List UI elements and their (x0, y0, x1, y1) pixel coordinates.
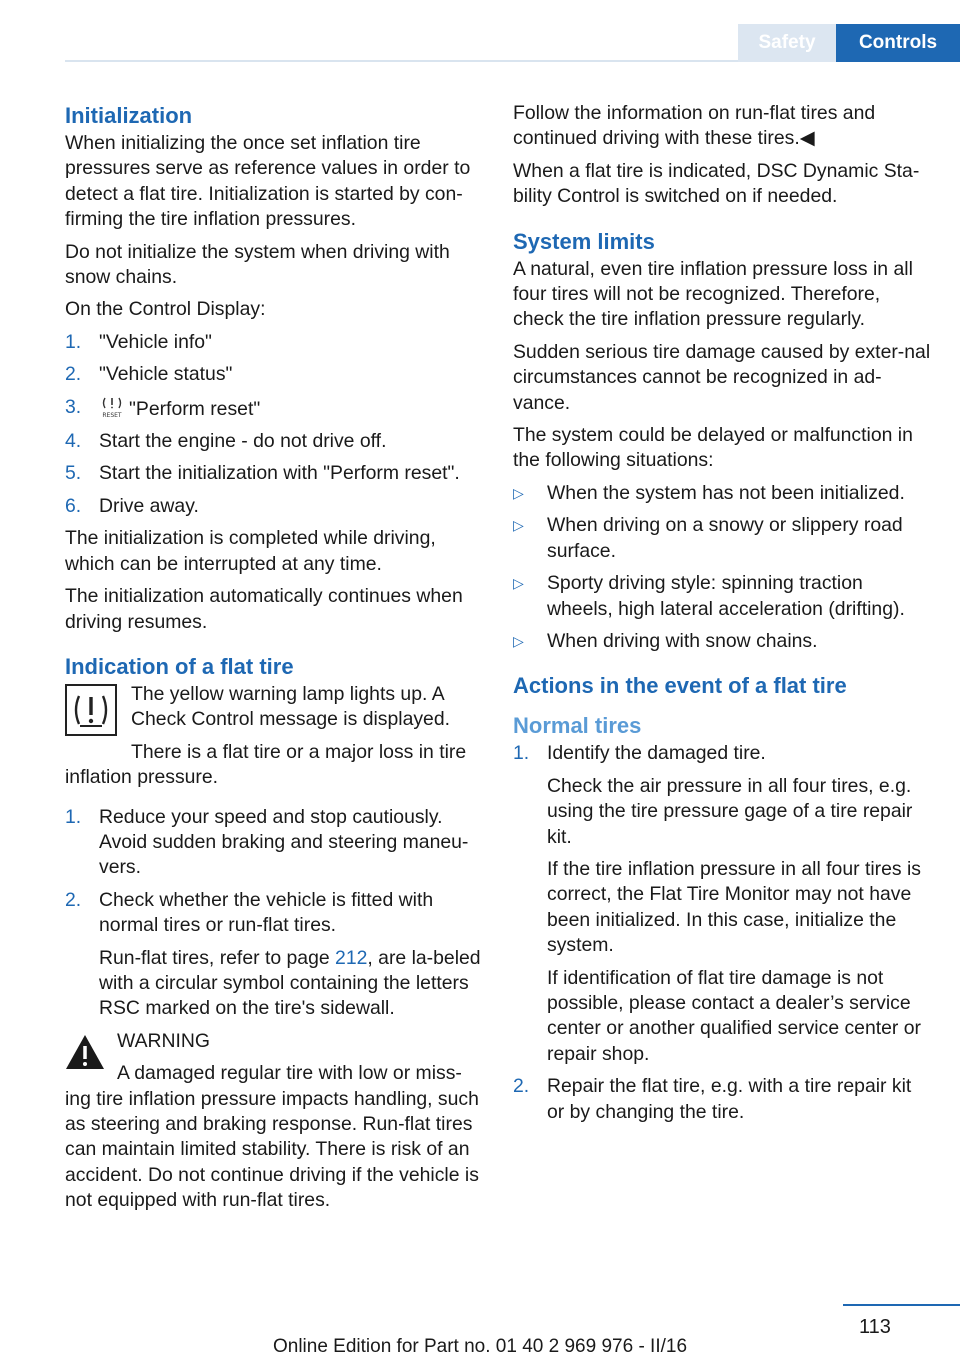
list-item (65, 461, 485, 486)
normal-tires-heading: Normal tires (513, 713, 642, 739)
step-number: 3. (65, 395, 82, 418)
triangle-bullet-icon: ▷ (513, 632, 524, 649)
paragraph: The initialization is completed while driving, which can be interrupted at any time. (65, 527, 436, 575)
normal-tires-steps (513, 741, 931, 1125)
list-item (65, 429, 485, 454)
paragraph: If the tire inflation pressure in all four tires is correct, the Flat Tire Monitor may not have been initialized. In this case, initialize the system. (547, 857, 921, 957)
list-item (65, 888, 485, 1022)
paragraph-text: , are la-beled with a circular symbol containing the letters RSC marked on the tire's sidewall. (99, 946, 481, 1020)
warning-label: WARNING (117, 1029, 210, 1052)
step-text: Drive away. (99, 494, 199, 517)
step-text: "Perform reset" (129, 397, 261, 420)
list-item (65, 362, 485, 387)
paragraph (65, 740, 485, 791)
bullet-text: When driving on a snowy or slippery road surface. (547, 514, 903, 562)
paragraph: Sudden serious tire damage caused by exter-nal circumstances cannot be recognized in ad-vance. (513, 340, 931, 414)
step-number: 2. (65, 888, 82, 911)
step-text: "Vehicle info" (99, 330, 212, 353)
triangle-bullet-icon: ▷ (513, 575, 524, 592)
list-item (513, 741, 931, 1067)
step-number: 1. (65, 330, 82, 353)
step-number: 4. (65, 430, 82, 453)
edition-footer: Online Edition for Part no. 01 40 2 969 976 - II/16 (272, 1336, 688, 1357)
triangle-bullet-icon: ▷ (513, 517, 524, 534)
list-item (513, 481, 931, 506)
step-number: 5. (65, 462, 82, 485)
right-column (513, 101, 931, 1132)
list-item (513, 1074, 931, 1125)
bullet-text: When the system has not been initialized. (547, 481, 905, 504)
step-text: "Vehicle status" (99, 363, 233, 386)
paragraph: The yellow warning lamp lights up. A Check Control message is displayed. (131, 682, 451, 731)
actions-heading: Actions in the event of a flat tire (513, 673, 847, 699)
paragraph: The initialization automatically continues when driving resumes. (65, 585, 463, 633)
flat-tire-heading: Indication of a flat tire (65, 653, 294, 679)
paragraph: On the Control Display: (65, 298, 266, 321)
paragraph: When a flat tire is indicated, DSC Dynamic Sta-bility Control is switched on if needed. (513, 159, 920, 208)
list-item (65, 494, 485, 519)
triangle-bullet-icon: ▷ (513, 484, 524, 501)
list-item (65, 330, 485, 355)
list-item (513, 571, 931, 622)
system-limits-heading: System limits (513, 228, 655, 254)
left-column (65, 101, 485, 1221)
list-item (65, 395, 485, 422)
warning-text: A damaged regular tire with low or miss-ing tire inflation pressure impacts handling, such as steering and braking response. Run-flat tires can maintain limited stability. There is risk of an accident. Do not continue driving if the vehicle is not equipped with run-flat tires. (65, 1062, 479, 1212)
initialization-steps (65, 330, 485, 519)
list-item (513, 629, 931, 654)
page-number: 113 (859, 1316, 891, 1338)
step-text: Reduce your speed and stop cautiously. Avoid sudden braking and steering maneu-vers. (99, 805, 469, 879)
limits-list (513, 481, 931, 654)
tab-controls[interactable]: Controls (836, 24, 960, 62)
paragraph-text: Run-flat tires, refer to page (99, 946, 336, 969)
paragraph: Do not initialize the system when driving with snow chains. (65, 240, 450, 289)
list-item (513, 513, 931, 564)
warning-block (65, 1029, 485, 1214)
flat-tire-steps (65, 805, 485, 1022)
step-text: Check whether the vehicle is fitted with normal tires or run-flat tires. (99, 888, 434, 937)
paragraph-text: There is a flat tire or a major loss in tire inflation pressure. (65, 740, 467, 789)
warning-lamp-block (65, 682, 485, 791)
paragraph: If identification of flat tire damage is not possible, please contact a dealer’s service center or another qualified service center or repair shop. (547, 966, 922, 1065)
tab-safety[interactable]: Safety (738, 24, 836, 62)
step-number: 1. (513, 742, 530, 765)
warning-triangle-icon (65, 1033, 105, 1071)
paragraph: Check the air pressure in all four tires, e.g. using the tire pressure gage of a tire repair kit. (547, 774, 913, 848)
chapter-tabs (738, 24, 960, 62)
list-item (65, 805, 485, 881)
paragraph: The system could be delayed or malfunction in the following situations: (513, 424, 913, 472)
step-number: 6. (65, 494, 82, 517)
step-number: 2. (65, 363, 82, 386)
paragraph (99, 946, 485, 1022)
step-number: 1. (65, 805, 82, 828)
step-text: Repair the flat tire, e.g. with a tire repair kit or by changing the tire. (547, 1075, 912, 1123)
step-text: Start the engine - do not drive off. (99, 430, 387, 453)
paragraph: A natural, even tire inflation pressure loss in all four tires will not be recognized. Therefore, check the tire inflation pressure regularly. (513, 257, 913, 331)
paragraph (65, 1061, 485, 1213)
step-text: Start the initialization with "Perform reset". (99, 462, 460, 485)
tire-reset-icon (99, 395, 125, 419)
reset-icon-label: RESET (102, 411, 122, 419)
page-reference-link[interactable]: 212 (335, 946, 368, 969)
initialization-heading: Initialization (65, 103, 193, 128)
step-text: Identify the damaged tire. (547, 742, 766, 765)
paragraph: When initializing the once set inflation tire pressures serve as reference values in order to detect a flat tire. Initialization is started by con-firming the tire inflation pressures. (65, 132, 471, 231)
paragraph: Follow the information on run-flat tires and continued driving with these tires.◀ (513, 102, 876, 150)
footer-rule (843, 1304, 960, 1306)
step-number: 2. (513, 1075, 530, 1098)
bullet-text: Sporty driving style: spinning traction wheels, high lateral acceleration (drifting). (547, 572, 905, 620)
tire-warning-lamp-icon (65, 684, 117, 736)
bullet-text: When driving with snow chains. (547, 629, 818, 652)
